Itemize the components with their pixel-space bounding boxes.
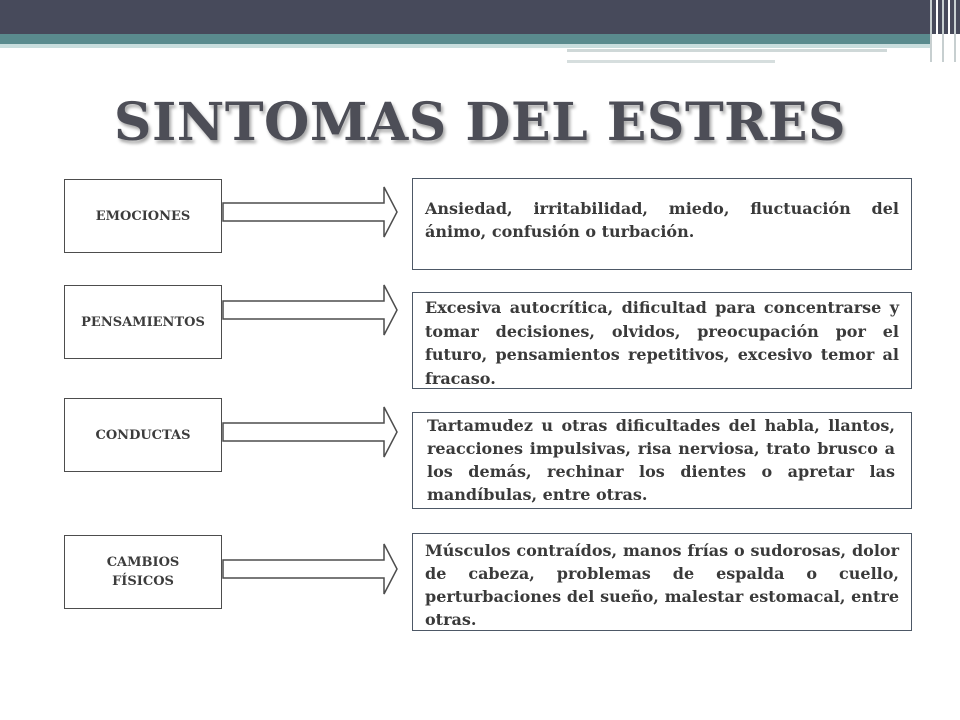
header-accent-line-short (567, 60, 775, 63)
category-label: CAMBIOS FÍSICOS (106, 555, 180, 589)
category-box-emociones (64, 179, 222, 253)
page-title: SINTOMAS DEL ESTRES (113, 92, 847, 153)
header-vertical-line (930, 0, 932, 62)
description-box-conductas (412, 412, 912, 509)
category-box-cambios-fisicos (64, 535, 222, 609)
header-light-band (0, 44, 930, 48)
description-box-emociones (412, 178, 912, 270)
description-text: Excesiva autocrítica, dificultad para concentrarse y tomar decisiones, olvidos, preocupación por el futuro, pensamientos repetitivos, excesivo temor al fracaso. (425, 298, 899, 388)
description-text: Tartamudez u otras dificultades del habla, llantos, reacciones impulsivas, risa nerviosa, trato brusco a los demás, rechinar los dientes o apretar las mandíbulas, entre otras. (427, 416, 895, 504)
right-arrow-icon (222, 282, 398, 338)
header-vertical-line (948, 0, 950, 62)
category-box-conductas (64, 398, 222, 472)
description-box-cambios-fisicos (412, 533, 912, 631)
description-text: Ansiedad, irritabilidad, miedo, fluctuación del ánimo, confusión o turbación. (425, 199, 899, 241)
header-teal-band (0, 34, 930, 44)
category-label: CONDUCTAS (95, 427, 191, 443)
right-arrow-icon (222, 404, 398, 460)
header-accent-line (567, 49, 887, 52)
header-vertical-line (954, 0, 956, 62)
description-text: Músculos contraídos, manos frías o sudorosas, dolor de cabeza, problemas de espalda o cuello, perturbaciones del sueño, malestar estomacal, entre otras. (425, 541, 899, 629)
header-vertical-line (936, 0, 938, 62)
right-arrow-icon (222, 541, 398, 597)
header-vertical-line (942, 0, 944, 62)
category-label: EMOCIONES (95, 208, 191, 224)
right-arrow-icon (222, 184, 398, 240)
category-box-pensamientos (64, 285, 222, 359)
description-box-pensamientos (412, 292, 912, 389)
header-dark-band (0, 0, 960, 34)
category-label: PENSAMIENTOS (81, 314, 205, 330)
